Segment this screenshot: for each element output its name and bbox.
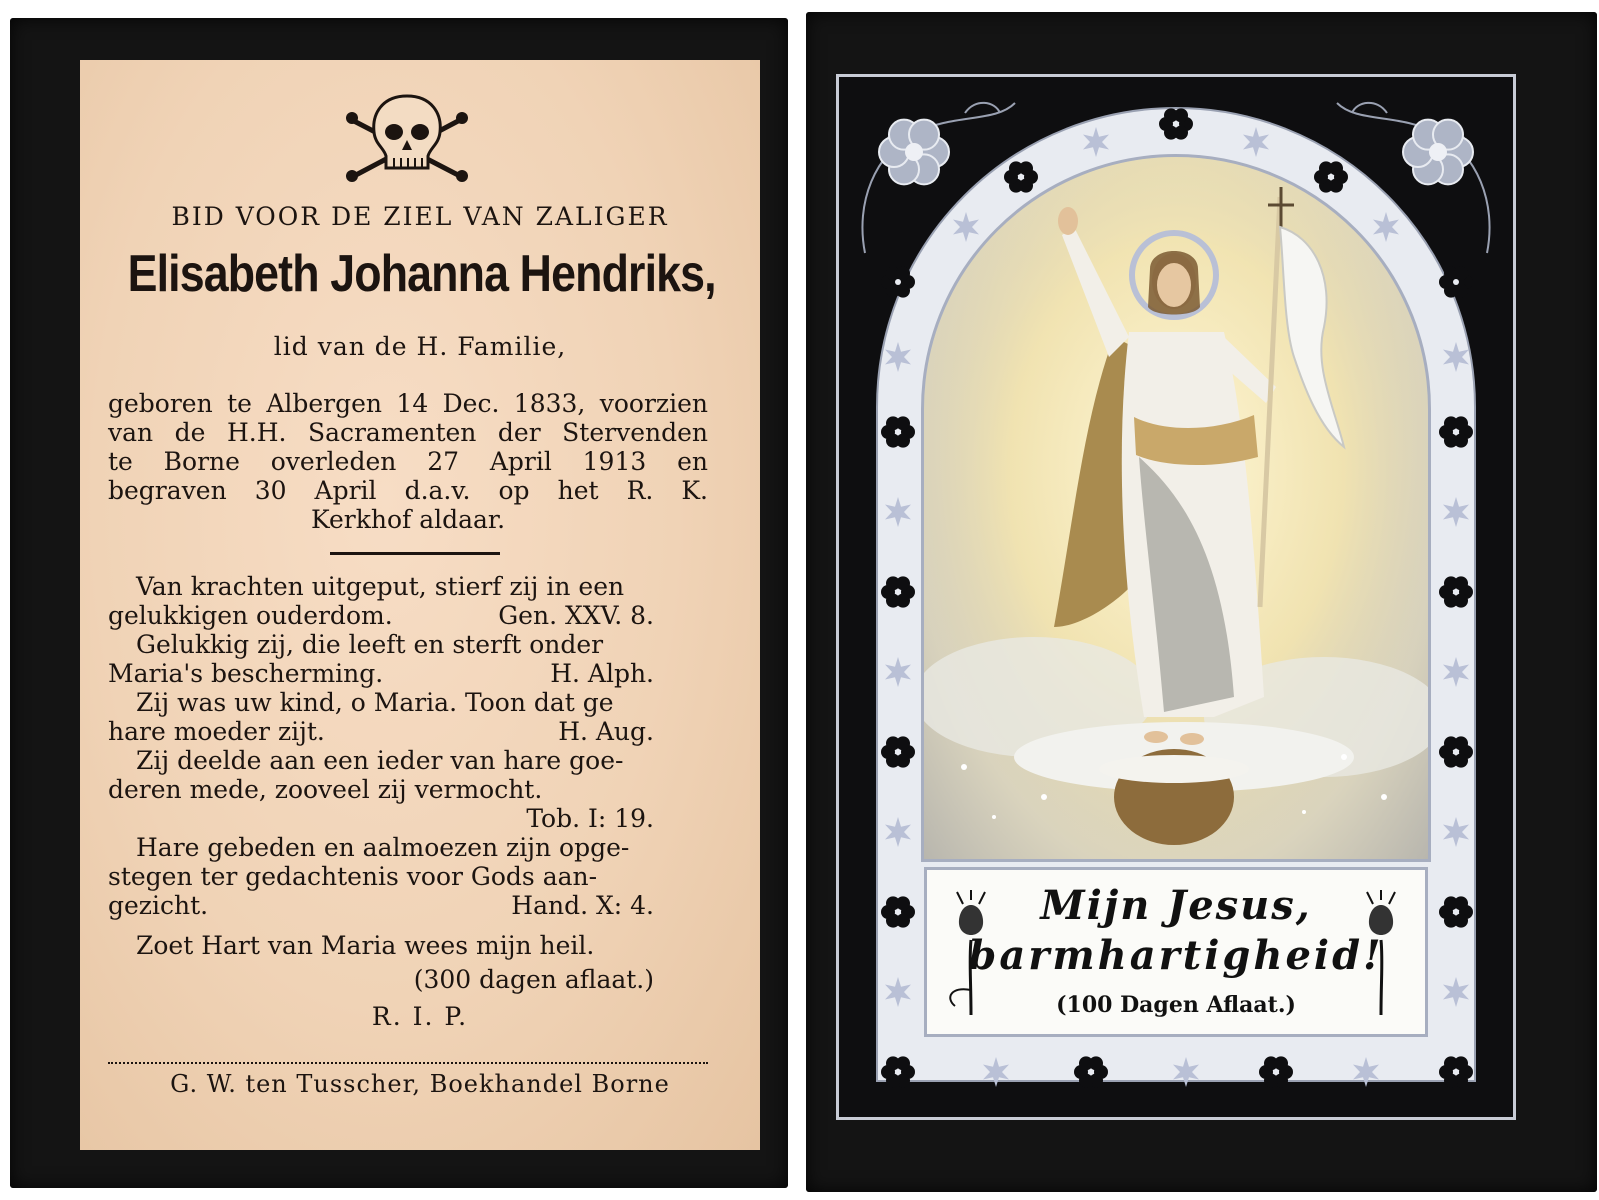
blue-star-icon xyxy=(1344,1050,1388,1094)
verse-line xyxy=(108,747,708,776)
verse-text: Hare gebeden en aalmoezen zijn opge- xyxy=(136,833,630,862)
caption-panel xyxy=(924,867,1428,1037)
black-flower-icon xyxy=(876,410,920,454)
verse-line xyxy=(108,834,708,863)
verse-line xyxy=(108,863,708,892)
verse-text: Van krachten uitgeput, stierf zij in een xyxy=(136,572,625,601)
verse-text: gelukkigen ouderdom. xyxy=(108,601,393,630)
black-flower-icon xyxy=(999,155,1043,199)
divider-rule xyxy=(330,552,500,555)
verse-text: Zij was uw kind, o Maria. Toon dat ge xyxy=(136,688,614,717)
blue-star-icon xyxy=(876,335,920,379)
biography-line: van de H.H. Sacramenten der Stervenden xyxy=(108,418,708,447)
membership-line: lid van de H. Familie, xyxy=(273,332,567,361)
verse-line xyxy=(108,689,708,718)
blue-star-icon xyxy=(1164,1050,1208,1094)
blue-star-icon xyxy=(876,970,920,1014)
skull-crossbones-icon xyxy=(342,90,472,182)
black-flower-icon xyxy=(1069,1050,1113,1094)
memorial-card-picture-side xyxy=(806,12,1597,1192)
verse-line xyxy=(108,805,708,834)
blue-star-icon xyxy=(1434,970,1478,1014)
black-flower-icon xyxy=(1434,570,1478,614)
blue-star-icon xyxy=(1074,120,1118,164)
blue-star-icon xyxy=(1434,810,1478,854)
black-flower-icon xyxy=(1254,1050,1298,1094)
verse-ref: Gen. XXV. 8. xyxy=(498,601,654,630)
blue-star-icon xyxy=(876,490,920,534)
blue-star-icon xyxy=(1364,205,1408,249)
printer-imprint: G. W. ten Tusscher, Boekhandel Borne xyxy=(170,1070,670,1098)
blue-star-icon xyxy=(1434,490,1478,534)
rosette-icon xyxy=(1396,110,1480,194)
blue-star-icon xyxy=(974,1050,1018,1094)
card-paper xyxy=(80,60,760,1150)
caption-title-line2: barmhartigheid! xyxy=(968,932,1384,979)
black-flower-icon xyxy=(1434,260,1478,304)
biography-line: te Borne overleden 27 April 1913 en xyxy=(108,447,708,476)
indulgence-text: (300 dagen aflaat.) xyxy=(413,965,654,994)
verse-text: Maria's bescherming. xyxy=(108,659,384,688)
blue-star-icon xyxy=(1434,335,1478,379)
verse-line xyxy=(108,573,708,602)
black-flower-icon xyxy=(876,260,920,304)
black-flower-icon xyxy=(876,570,920,614)
blue-star-icon xyxy=(1234,120,1278,164)
verse-line xyxy=(108,660,708,689)
risen-christ-illustration xyxy=(924,157,1428,859)
black-flower-icon xyxy=(1309,155,1353,199)
blue-star-icon xyxy=(876,650,920,694)
verse-line xyxy=(108,718,708,747)
dotted-divider xyxy=(108,1062,708,1064)
risen-christ-picture xyxy=(921,154,1431,862)
black-flower-icon xyxy=(1154,102,1198,146)
black-flower-icon xyxy=(1434,730,1478,774)
black-flower-icon xyxy=(876,890,920,934)
verse-ref: Hand. X: 4. xyxy=(511,891,654,920)
black-flower-icon xyxy=(876,1050,920,1094)
black-flower-icon xyxy=(1434,410,1478,454)
black-flower-icon xyxy=(1434,1050,1478,1094)
biography-line: geboren te Albergen 14 Dec. 1833, voorzien xyxy=(108,389,708,418)
black-flower-icon xyxy=(1434,890,1478,934)
verse-line xyxy=(108,892,708,921)
verse-ref: Tob. I: 19. xyxy=(526,804,654,833)
prayer-text: Zoet Hart van Maria wees mijn heil. xyxy=(136,931,595,960)
verse-text: Zij deelde aan een ieder van hare goe- xyxy=(136,746,624,775)
rosette-icon xyxy=(872,110,956,194)
prayer-line xyxy=(108,932,708,961)
black-flower-icon xyxy=(876,730,920,774)
caption-title-line1: Mijn Jesus, xyxy=(1040,882,1312,929)
verse-text: deren mede, zooveel zij vermocht. xyxy=(108,775,543,804)
verse-line xyxy=(108,602,708,631)
biography-line: begraven 30 April d.a.v. op het R. K. xyxy=(108,476,708,505)
intro-heading: BID VOOR DE ZIEL VAN ZALIGER xyxy=(171,202,669,231)
verse-text: hare moeder zijt. xyxy=(108,717,325,746)
blue-star-icon xyxy=(1434,650,1478,694)
caption-indulgence: (100 Dagen Aflaat.) xyxy=(1056,992,1296,1018)
verse-text: stegen ter gedachtenis voor Gods aan- xyxy=(108,862,598,891)
verse-line xyxy=(108,776,708,805)
rip-text: R. I. P. xyxy=(371,1002,469,1031)
verse-text: Gelukkig zij, die leeft en sterft onder xyxy=(136,630,604,659)
blue-star-icon xyxy=(876,810,920,854)
memorial-card-text-side xyxy=(10,18,788,1188)
verse-text: gezicht. xyxy=(108,891,209,920)
deceased-name: Elisabeth Johanna Hendriks, xyxy=(127,245,716,303)
verse-ref: H. Alph. xyxy=(550,659,654,688)
biography-line: Kerkhof aldaar. xyxy=(310,505,506,534)
verse-ref: H. Aug. xyxy=(558,717,654,746)
verse-line xyxy=(108,631,708,660)
